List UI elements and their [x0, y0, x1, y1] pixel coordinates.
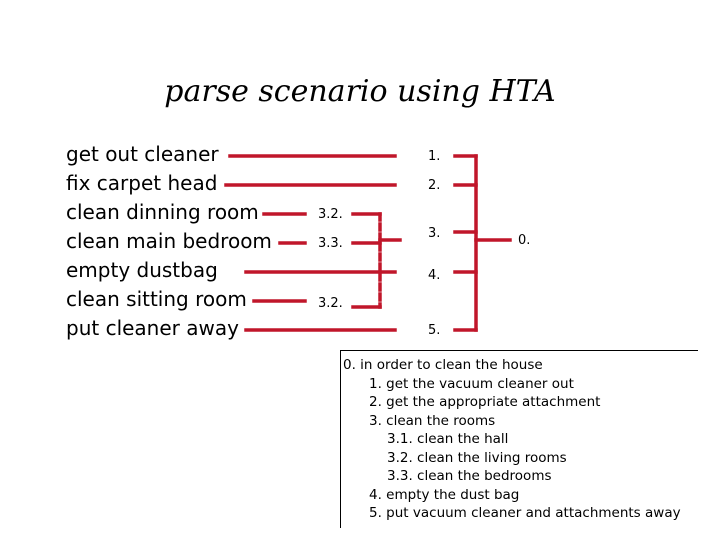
task-get-out-cleaner: get out cleaner [66, 142, 219, 166]
code-2: 2. [428, 178, 441, 193]
plan-line-5: 5. put vacuum cleaner and attachments away [369, 505, 681, 521]
plan-line-3: 3. clean the rooms [369, 413, 496, 429]
task-fix-carpet-head: fix carpet head [66, 171, 218, 195]
task-clean-dinning-room: clean dinning room [66, 200, 259, 224]
task-empty-dustbag: empty dustbag [66, 258, 218, 282]
diagram-title: parse scenario using HTA [164, 74, 556, 109]
code-3-2a: 3.2. [318, 207, 343, 222]
plan-line-4: 4. empty the dust bag [369, 487, 520, 503]
plan-line-1: 1. get the vacuum cleaner out [369, 376, 574, 392]
task-put-cleaner-away: put cleaner away [66, 316, 239, 340]
plan-line-3-2: 3.2. clean the living rooms [387, 450, 567, 466]
code-3-2b: 3.2. [318, 296, 343, 311]
task-clean-main-bedroom: clean main bedroom [66, 229, 272, 253]
task-clean-sitting-room: clean sitting room [66, 287, 247, 311]
plan-line-0: 0. in order to clean the house [343, 357, 543, 373]
code-4: 4. [428, 268, 441, 283]
plan-line-3-1: 3.1. clean the hall [387, 431, 509, 447]
code-3: 3. [428, 226, 441, 241]
plan-line-3-3: 3.3. clean the bedrooms [387, 468, 552, 484]
code-3-3: 3.3. [318, 236, 343, 251]
code-1: 1. [428, 149, 441, 164]
plan-line-2: 2. get the appropriate attachment [369, 394, 601, 410]
code-root: 0. [518, 233, 531, 248]
code-5: 5. [428, 323, 441, 338]
